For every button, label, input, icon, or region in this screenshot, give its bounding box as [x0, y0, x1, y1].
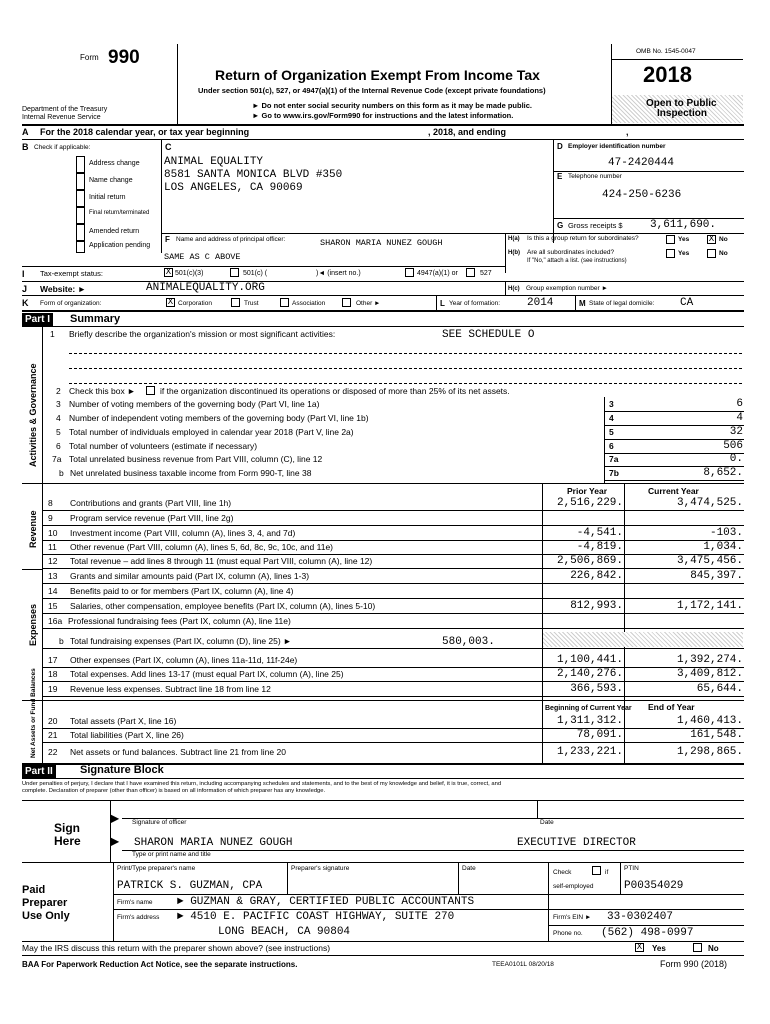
fin-line-current: 3,475,456. [676, 555, 743, 567]
final-return-checkbox[interactable] [76, 207, 85, 224]
preparer-name: PATRICK S. GUZMAN, CPA [117, 880, 263, 892]
ha-label: H(a) [508, 236, 520, 242]
gov-line-box: 7b [609, 468, 619, 478]
line1-value: SEE SCHEDULE O [442, 329, 535, 341]
gov-line-number: 3 [56, 399, 61, 409]
discuss-no-label: No [708, 944, 719, 953]
line1-number: 1 [50, 329, 55, 339]
part1-title: Summary [70, 313, 121, 325]
fin-line-number: 9 [48, 513, 53, 523]
irs-url-instruction: ► Go to www.irs.gov/Form990 for instructions and the latest information. [252, 111, 514, 120]
omb-number: OMB No. 1545-0047 [636, 48, 696, 55]
phone-value: 424-250-6236 [602, 189, 682, 201]
line2-text2: if the organization discontinued its operations or disposed of more than 25% of its net assets. [160, 386, 510, 396]
section-f-label: F [165, 235, 170, 244]
org-name: ANIMAL EQUALITY [164, 156, 264, 168]
527-label: 527 [480, 270, 492, 277]
final-return-label: Final return/terminated [89, 210, 150, 216]
principal-officer-name: SHARON MARIA NUNEZ GOUGH [320, 238, 443, 248]
if-label: if [605, 869, 609, 876]
part2-label: Part II [22, 765, 56, 778]
prior-year-header: Prior Year [567, 486, 608, 496]
hc-text: Group exemption number ► [526, 285, 608, 292]
year-formation-label: Year of formation: [449, 300, 501, 307]
line2-number: 2 [56, 386, 61, 396]
gov-line-text: Number of independent voting members of the governing body (Part VI, line 1b) [69, 413, 369, 423]
fin-line-text: Other revenue (Part VIII, column (A), lines 5, 6d, 8c, 9c, 10c, and 11e) [70, 542, 333, 552]
line-a-end: , [626, 127, 629, 137]
gov-line-text: Total number of individuals employed in calendar year 2018 (Part V, line 2a) [69, 427, 354, 437]
association-label: Association [292, 300, 326, 307]
ein-value: 47-2420444 [608, 157, 675, 169]
org-city: LOS ANGELES, CA 90069 [164, 182, 303, 194]
net-line-begin: 78,091. [576, 729, 623, 741]
line-k-label: K [22, 298, 29, 308]
net-line-text: Total liabilities (Part X, line 26) [70, 730, 184, 740]
fin-line-number: 10 [48, 528, 58, 538]
penalty-text-1: Under penalties of perjury, I declare that I have examined this return, including accompanying schedules and statements, and to the best of my knowledge and belief, it is true, correct, and [22, 781, 502, 787]
self-employed-label: self-employed [553, 883, 594, 890]
website-value[interactable]: ANIMALEQUALITY.ORG [146, 282, 265, 294]
name-change-checkbox[interactable] [76, 173, 85, 190]
fin-line-text: Total revenue – add lines 8 through 11 (must equal Part VIII, column (A), line 12) [70, 556, 373, 566]
gov-line-number: 4 [56, 413, 61, 423]
fin-line-number: 17 [48, 655, 58, 665]
name-arrow-icon: ▶ [110, 834, 120, 848]
ha-yes-label: Yes [678, 236, 690, 243]
hb-no-label: No [719, 250, 728, 257]
application-pending-label: Application pending [89, 242, 151, 249]
gov-line-text: Total unrelated business revenue from Part VIII, column (C), line 12 [69, 454, 323, 464]
fin-line-prior: -4,819. [576, 541, 623, 553]
state-domicile-value: CA [680, 297, 694, 309]
current-year-header: Current Year [648, 486, 699, 496]
name-change-label: Name change [89, 177, 133, 184]
501c-label: 501(c) ( [243, 270, 268, 277]
part1-label: Part I [22, 313, 53, 326]
501c-checkbox[interactable] [230, 268, 239, 277]
irs-label: Internal Revenue Service [22, 114, 101, 121]
fin-line-current: 3,409,812. [676, 668, 743, 680]
gov-line-value: 0. [729, 453, 743, 465]
hb-text: Are all subordinates included? [527, 249, 615, 256]
ha-no-checkbox[interactable]: X [708, 234, 715, 244]
hc-label: H(c) [508, 286, 520, 292]
firm-address-2: LONG BEACH, CA 90804 [218, 926, 351, 938]
hb-yes-checkbox[interactable] [666, 249, 675, 258]
net-line-number: 22 [48, 747, 58, 757]
discuss-yes-checkbox[interactable]: X [636, 942, 643, 952]
hb-yes-label: Yes [678, 250, 690, 257]
hb-note: If "No," attach a list. (see instructions) [527, 258, 627, 264]
gov-line-value: 4 [736, 412, 743, 424]
gov-line-value: 6 [736, 398, 743, 410]
fin-line-prior: 812,993. [570, 600, 623, 612]
fin-line-current: -103. [709, 527, 743, 539]
signer-title: EXECUTIVE DIRECTOR [517, 837, 636, 849]
ha-yes-checkbox[interactable] [666, 235, 675, 244]
fin-line-text: Investment income (Part VIII, column (A), lines 3, 4, and 7d) [70, 528, 296, 538]
form-title: Return of Organization Exempt From Income Tax [215, 67, 540, 83]
fin-line-number: b [59, 636, 64, 646]
discontinued-checkbox[interactable] [146, 386, 155, 395]
fin-line-text: Program service revenue (Part VIII, line 2g) [70, 513, 234, 523]
principal-officer-label: Name and address of principal officer: [176, 236, 286, 243]
section-d-label: D [557, 142, 563, 151]
line-a-text: For the 2018 calendar year, or tax year beginning [40, 127, 250, 137]
firm-name: ► GUZMAN & GRAY, CERTIFIED PUBLIC ACCOUNTANTS [177, 896, 475, 908]
ha-no-label: No [719, 236, 728, 243]
footer-form-label: Form 990 (2018) [660, 959, 728, 969]
discuss-yes-label: Yes [652, 944, 666, 953]
corporation-checkbox[interactable]: X [167, 297, 174, 307]
penalty-text-2: complete. Declaration of preparer (other than officer) is based on all information of which preparer has any knowledge. [22, 788, 326, 794]
line16b-value: 580,003. [442, 636, 495, 648]
hb-no-checkbox[interactable] [707, 249, 716, 258]
ein-label: Employer identification number [568, 143, 666, 150]
preparer-date-label: Date [462, 865, 476, 872]
firm-phone-value: (562) 498-0997 [601, 927, 694, 939]
fin-line-prior: 2,516,229. [556, 497, 623, 509]
preparer-label: Preparer [22, 897, 68, 909]
form-label: Form [80, 53, 99, 62]
line-a-mid: , 2018, and ending [428, 127, 507, 137]
inspection: Inspection [657, 108, 708, 119]
form-number: 990 [108, 47, 140, 68]
4947-checkbox[interactable] [405, 268, 414, 277]
gov-line-value: 32 [729, 426, 743, 438]
fin-line-prior: 2,506,869. [556, 555, 623, 567]
fin-line-current: 65,644. [696, 683, 743, 695]
ptin-label: PTIN [624, 865, 639, 872]
here-label: Here [54, 834, 81, 848]
type-name-label: Type or print name and title [132, 851, 211, 858]
address-change-checkbox[interactable] [76, 156, 85, 173]
fin-line-number: 13 [48, 571, 58, 581]
fin-line-prior: 226,842. [570, 570, 623, 582]
gov-line-text: Number of voting members of the governing body (Part VI, line 1a) [69, 399, 320, 409]
phone-label: Telephone number [568, 173, 622, 180]
net-line-number: 21 [48, 730, 58, 740]
fin-line-prior: 2,140,276. [556, 668, 623, 680]
fin-line-number: 19 [48, 684, 58, 694]
form-code: TEEA0101L 08/20/18 [492, 961, 554, 968]
gov-line-number: b [59, 468, 64, 478]
net-line-text: Total assets (Part X, line 16) [70, 716, 177, 726]
fin-line-number: 12 [48, 556, 58, 566]
beginning-year-header: Beginning of Current Year [545, 705, 632, 712]
trust-checkbox[interactable] [231, 298, 240, 307]
firm-name-label: Firm's name [117, 899, 153, 906]
firm-address-label: Firm's address [117, 914, 160, 921]
fin-line-number: 8 [48, 498, 53, 508]
501c3-checkbox[interactable]: X [165, 267, 172, 277]
website-label: Website: ► [40, 284, 87, 294]
discuss-no-checkbox[interactable] [693, 943, 702, 952]
line-a-label: A [22, 127, 29, 137]
fin-line-text: Other expenses (Part IX, column (A), lines 11a-11d, 11f-24e) [70, 655, 298, 665]
fin-line-number: 11 [48, 542, 57, 552]
line-l-label: L [440, 299, 445, 308]
fin-line-current: 845,397. [690, 570, 743, 582]
use-only-label: Use Only [22, 910, 70, 922]
firm-ein-value: 33-0302407 [607, 911, 674, 923]
org-address: 8581 SANTA MONICA BLVD #350 [164, 169, 343, 181]
fin-line-current: 3,474,525. [676, 497, 743, 509]
net-line-begin: 1,233,221. [556, 746, 623, 758]
gov-line-box: 3 [609, 399, 614, 409]
fin-line-current: 1,392,274. [676, 654, 743, 666]
sign-label: Sign [54, 821, 80, 835]
gross-receipts-label: Gross receipts $ [568, 221, 623, 230]
preparer-name-label: Print/Type preparer's name [117, 865, 196, 872]
amended-return-checkbox[interactable] [76, 224, 85, 241]
gov-line-box: 4 [609, 413, 614, 423]
gov-line-text: Total number of volunteers (estimate if necessary) [69, 441, 258, 451]
ha-text: Is this a group return for subordinates? [527, 235, 639, 242]
end-of-year-header: End of Year [648, 702, 695, 712]
line2-text: Check this box ► [69, 386, 136, 396]
fin-line-text: Professional fundraising fees (Part IX, column (A), line 11e) [68, 616, 291, 626]
corporation-label: Corporation [178, 300, 212, 307]
gov-line-value: 8,652. [703, 467, 743, 479]
preparer-signature-label: Preparer's signature [291, 865, 350, 872]
check-if-applicable: Check if applicable: [34, 144, 91, 151]
net-line-end: 1,460,413. [676, 715, 743, 727]
fin-line-prior: 366,593. [570, 683, 623, 695]
side-net-assets: Net Assets or Fund Balances [30, 668, 37, 758]
fin-line-current: 1,034. [703, 541, 743, 553]
gross-receipts-value: 3,611,690. [650, 219, 717, 231]
line-j-label: J [22, 284, 28, 294]
line-m-label: M [579, 299, 586, 308]
application-pending-checkbox[interactable] [76, 241, 85, 253]
net-line-text: Net assets or fund balances. Subtract line 21 from line 20 [70, 747, 286, 757]
address-change-label: Address change [89, 160, 140, 167]
paid-label: Paid [22, 884, 46, 896]
net-line-begin: 1,311,312. [556, 715, 623, 727]
firm-phone-label: Phone no. [553, 930, 583, 937]
fin-line-text: Benefits paid to or for members (Part IX, column (A), line 4) [70, 586, 294, 596]
gov-line-number: 6 [56, 441, 61, 451]
fin-line-text: Contributions and grants (Part VIII, line 1h) [70, 498, 232, 508]
section-b-label: B [22, 142, 29, 152]
fin-line-number: 16a [48, 616, 63, 626]
net-line-end: 1,298,865. [676, 746, 743, 758]
fin-line-current: 1,172,141. [676, 600, 743, 612]
fin-line-text: Total fundraising expenses (Part IX, column (D), line 25) ► [70, 636, 292, 646]
gov-line-number: 7a [52, 454, 62, 464]
section-g-label: G [557, 221, 564, 230]
hb-label: H(b) [508, 250, 520, 256]
principal-officer-address: SAME AS C ABOVE [164, 252, 241, 262]
year-formation-value: 2014 [527, 297, 554, 309]
gov-line-box: 7a [609, 454, 619, 464]
ptin-value: P00354029 [624, 880, 684, 892]
dept-treasury: Department of the Treasury [22, 106, 108, 113]
section-e-label: E [557, 172, 563, 181]
signature-date-label: Date [540, 819, 554, 826]
fin-line-number: 14 [48, 586, 58, 596]
tax-exempt-label: Tax-exempt status: [40, 269, 103, 278]
form-of-org-label: Form of organization: [40, 300, 102, 307]
form-subtitle: Under section 501(c), 527, or 4947(a)(1) of the Internal Revenue Code (except private foundations) [198, 86, 546, 95]
fin-line-text: Total expenses. Add lines 13-17 (must equal Part IX, column (A), line 25) [70, 669, 344, 679]
fin-line-prior: -4,541. [576, 527, 623, 539]
self-employed-checkbox[interactable] [592, 866, 601, 875]
fin-line-text: Salaries, other compensation, employee benefits (Part IX, column (A), lines 5-10) [70, 601, 376, 611]
527-checkbox[interactable] [466, 268, 475, 277]
insert-no-label: )◄ (insert no.) [316, 270, 361, 277]
initial-return-checkbox[interactable] [76, 190, 85, 207]
sign-arrow-icon: ▶ [110, 811, 120, 825]
other-checkbox[interactable] [342, 298, 351, 307]
check-label: Check [553, 869, 572, 876]
side-activities-governance: Activities & Governance [28, 363, 38, 467]
part2-title: Signature Block [80, 764, 164, 776]
fin-line-text: Grants and similar amounts paid (Part IX, column (A), lines 1-3) [70, 571, 310, 581]
501c3-label: 501(c)(3) [175, 270, 204, 277]
state-domicile-label: State of legal domicile: [589, 300, 655, 307]
fin-line-number: 18 [48, 669, 58, 679]
gov-line-box: 5 [609, 427, 614, 437]
open-to-public: Open to Public [646, 98, 717, 109]
other-label: Other ► [356, 300, 381, 307]
signer-name: SHARON MARIA NUNEZ GOUGH [134, 837, 293, 849]
fin-line-number: 15 [48, 601, 58, 611]
fin-line-text: Revenue less expenses. Subtract line 18 from line 12 [70, 684, 271, 694]
ssn-instruction: ► Do not enter social security numbers on this form as it may be made public. [252, 101, 532, 110]
firm-ein-label: Firm's EIN ► [553, 914, 592, 921]
baa-notice: BAA For Paperwork Reduction Act Notice, see the separate instructions. [22, 960, 298, 969]
signature-officer-label: Signature of officer [132, 819, 187, 826]
net-line-end: 161,548. [690, 729, 743, 741]
gov-line-number: 5 [56, 427, 61, 437]
discuss-question: May the IRS discuss this return with the preparer shown above? (see instructions) [22, 943, 331, 953]
4947-label: 4947(a)(1) or [417, 270, 458, 277]
side-expenses: Expenses [28, 603, 38, 646]
gov-line-text: Net unrelated business taxable income from Form 990-T, line 38 [70, 468, 312, 478]
section-c-label: C [165, 142, 172, 152]
gov-line-value: 506 [723, 440, 743, 452]
association-checkbox[interactable] [280, 298, 289, 307]
initial-return-label: Initial return [89, 194, 126, 201]
net-line-number: 20 [48, 716, 58, 726]
gov-line-box: 6 [609, 441, 614, 451]
tax-year: 2018 [643, 62, 692, 87]
amended-return-label: Amended return [89, 228, 140, 235]
line-i-label: I [22, 269, 25, 279]
line1-text: Briefly describe the organization's mission or most significant activities: [69, 329, 336, 339]
trust-label: Trust [244, 300, 259, 307]
fin-line-prior: 1,100,441. [556, 654, 623, 666]
side-revenue: Revenue [28, 510, 38, 548]
firm-address-1: ► 4510 E. PACIFIC COAST HIGHWAY, SUITE 270 [177, 911, 455, 923]
